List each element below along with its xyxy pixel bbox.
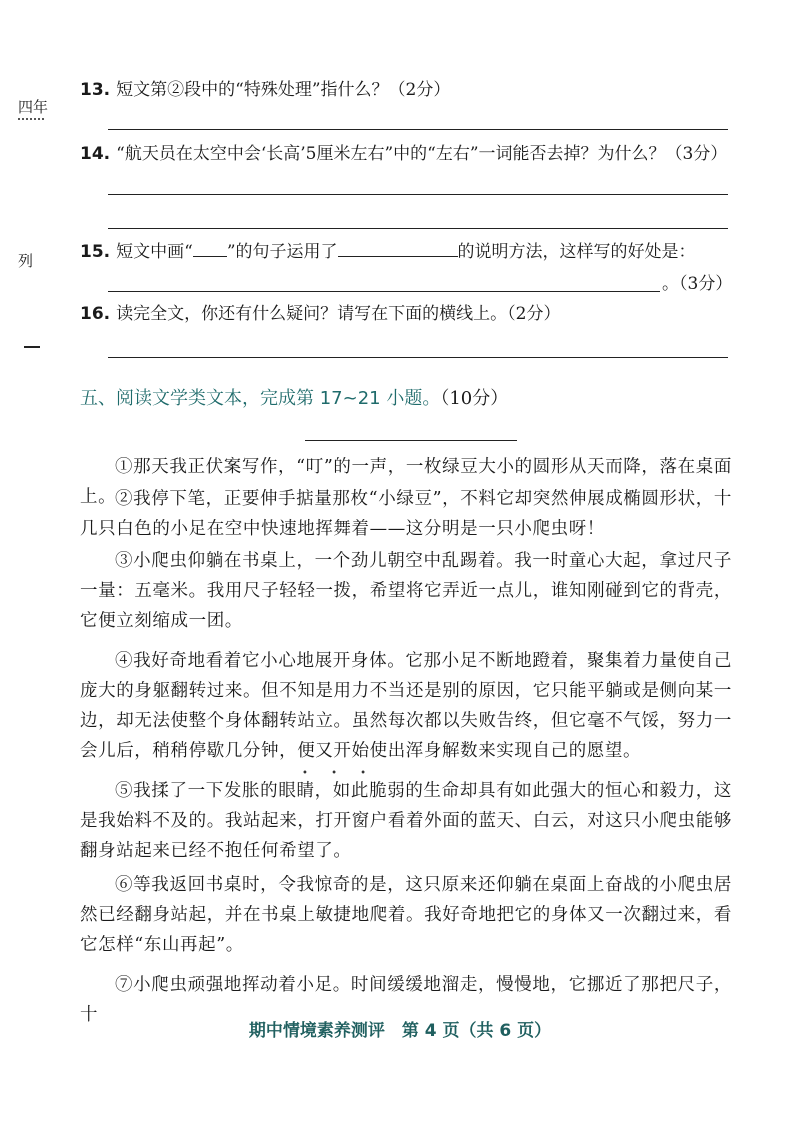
question-text-mid: ”的句子运用了 <box>226 242 338 262</box>
section-heading <box>80 384 508 410</box>
paragraph-3: ③小爬虫仰躺在书桌上，一个劲儿朝空中乱踢着。我一时童心大起，拿过尺子一量：五毫米。我用尺子轻轻一拨，希望将它弄近一点儿，谁知刚碰到它的背壳，它便立刻缩成一团。 <box>80 551 732 631</box>
question-text-pre: 短文中画“ <box>116 242 193 262</box>
question-text-post: 的说明方法，这样写的好处是： <box>457 242 696 262</box>
paragraph-7: ⑦小爬虫顽强地挥动着小足。时间缓缓地溜走，慢慢地，它挪近了那把尺子，十 <box>80 975 732 1025</box>
answer-line[interactable] <box>108 291 660 292</box>
question-text: 读完全文，你还有什么疑问？请写在下面的横线上。（2分） <box>116 304 561 324</box>
section-title: 五、阅读文学类文本，完成第 17~21 小题。 <box>80 388 441 409</box>
title-blank-line[interactable] <box>305 440 517 441</box>
question-text: “航天员在太空中会‘长高’5厘米左右”中的“左右”一词能否去掉？为什么？（3分） <box>116 144 728 164</box>
answer-line[interactable] <box>108 228 728 229</box>
emphasis-dots: • • • <box>302 768 377 779</box>
paragraph-2: ②我停下笔，正要伸手掂量那枚“小绿豆”，不料它却突然伸展成椭圆形状，十几只白色的小足在空中快速地挥舞着——这分明是一只小爬虫呀！ <box>80 489 732 539</box>
question-15-end: 。（3分） <box>662 274 733 294</box>
question-number: 16. <box>80 304 111 324</box>
underline-sample <box>193 238 227 257</box>
question-number: 14. <box>80 144 111 164</box>
question-number: 15. <box>80 242 111 262</box>
question-15 <box>80 238 696 264</box>
answer-blank-method[interactable] <box>338 238 458 257</box>
question-14 <box>80 142 727 166</box>
page-footer: 期中情境素养测评 第 4 页（共 6 页） <box>248 1021 552 1041</box>
answer-line[interactable] <box>108 194 728 195</box>
question-text: 短文第②段中的“特殊处理”指什么？（2分） <box>116 80 451 100</box>
question-13 <box>80 78 450 102</box>
answer-line[interactable] <box>108 357 728 358</box>
margin-col: 列 <box>18 252 34 270</box>
margin-dots <box>18 118 44 120</box>
section-points: （10分） <box>440 388 509 409</box>
margin-dash <box>24 346 40 348</box>
margin-grade: 四年 <box>18 98 49 116</box>
question-16 <box>80 302 560 326</box>
answer-line[interactable] <box>108 129 728 130</box>
question-number: 13. <box>80 80 111 100</box>
paragraph-5: ⑤我揉了一下发胀的眼睛，如此脆弱的生命却具有如此强大的恒心和毅力，这是我始料不及的。我站起来，打开窗户看着外面的蓝天、白云，对这只小爬虫能够翻身站起来已经不抱任何希望了。 <box>80 781 732 861</box>
paragraph-6: ⑥等我返回书桌时，令我惊奇的是，这只原来还仰躺在桌面上奋战的小爬虫居然已经翻身站起，并在书桌上敏捷地爬着。我好奇地把它的身体又一次翻过来，看它怎样“东山再起”。 <box>80 875 732 955</box>
paragraph-1: ①那天我正伏案写作，“叮”的一声，一枚绿豆大小的圆形从天而降，落在桌面上。 <box>80 457 732 507</box>
paragraph-4: ④我好奇地看着它小心地展开身体。它那小足不断地蹬着，聚集着力量使自己庞大的身躯翻转过来。但不知是用力不当还是别的原因，它只能平躺或是侧向某一边，却无法使整个身体翻转站立。虽然每次都以失败告终，但它毫不气馁，努力一会儿后，稍稍停歇几分钟，便又开始使出浑身解数来实现自己的愿望。 <box>80 651 732 761</box>
